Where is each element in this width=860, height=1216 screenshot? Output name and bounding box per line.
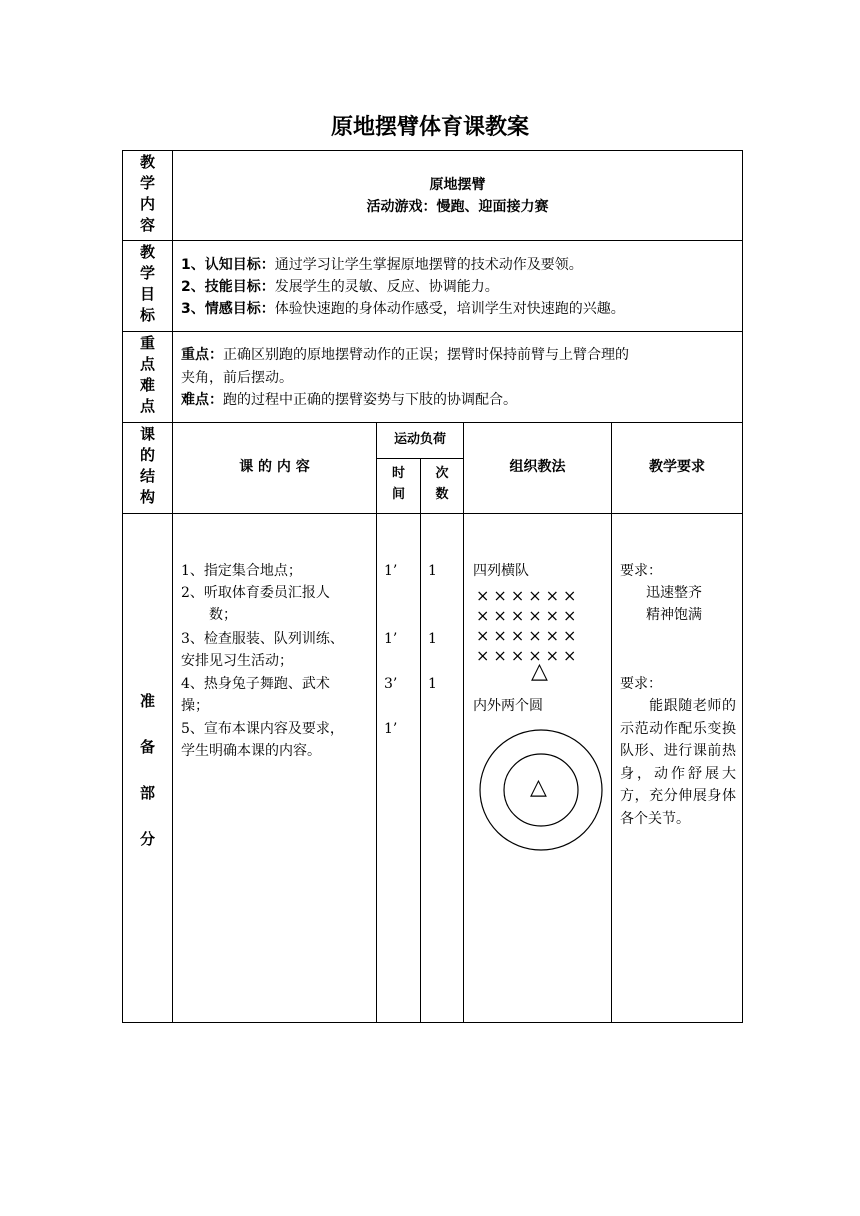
- content-label: 教 学 内 容: [139, 153, 155, 234]
- list-item: 操；: [181, 698, 209, 714]
- list-item: 2、听取体育委员汇报人: [181, 585, 330, 601]
- list-item: 5、宣布本课内容及要求，: [181, 721, 344, 737]
- key-point-text: 重点：正确区别跑的原地摆臂动作的正误；摆臂时保持前臂与上臂合理的: [181, 347, 629, 363]
- load-header: 运动负荷: [393, 432, 446, 447]
- teacher-triangle-icon: △: [530, 775, 547, 800]
- org-header: 组织教法: [509, 459, 566, 475]
- formation-title: 四列横队: [473, 563, 529, 579]
- lesson-activity: 活动游戏：慢跑、迎面接力赛: [366, 199, 549, 215]
- key-points-label: 重 点 难 点: [139, 334, 155, 415]
- formation-row: ××××××: [476, 586, 581, 605]
- formation-row: ××××××: [476, 626, 581, 645]
- list-item: 1、指定集合地点；: [181, 563, 302, 579]
- req-header: 教学要求: [649, 459, 705, 475]
- structure-label: 课 的 结 构: [139, 425, 155, 506]
- difficulty-text: 难点：跑的过程中正确的摆臂姿势与下肢的协调配合。: [181, 392, 517, 408]
- count-header: 次 数: [435, 466, 449, 502]
- req-title: 要求：: [620, 563, 662, 579]
- count-value: 1: [428, 563, 437, 579]
- prep-label: 准 备 部 分: [139, 692, 155, 848]
- formation-row: ××××××: [476, 646, 581, 665]
- list-item: 学生明确本课的内容。: [181, 743, 321, 759]
- req-line: 迅速整齐: [646, 585, 702, 601]
- circle-formation-title: 内外两个圆: [473, 698, 543, 714]
- page-title: 原地摆臂体育课教案: [330, 115, 529, 140]
- time-value: 1’: [384, 721, 398, 737]
- req-text: 能跟随老师的示范动作配乐变换队形、进行课前热身，动作舒展大方，充分伸展身体各个关节。: [620, 698, 736, 827]
- teacher-triangle-icon: △: [531, 659, 548, 684]
- formation-row: ××××××: [476, 606, 581, 625]
- req-line: 精神饱满: [646, 607, 702, 623]
- lesson-topic: 原地摆臂: [429, 177, 486, 193]
- time-value: 1’: [384, 631, 398, 647]
- goal-cognitive: 1、认知目标：通过学习让学生掌握原地摆臂的技术动作及要领。: [181, 257, 583, 273]
- list-item: 4、热身兔子舞跑、武术: [181, 676, 330, 692]
- time-header: 时 间: [391, 466, 405, 502]
- goals-label: 教 学 目 标: [139, 243, 155, 324]
- content-header: 课 的 内 容: [239, 459, 310, 475]
- goal-affective: 3、情感目标：体验快速跑的身体动作感受，培训学生对快速跑的兴趣。: [181, 301, 625, 317]
- time-value: 1’: [384, 563, 398, 579]
- count-value: 1: [428, 631, 437, 647]
- list-item: 数；: [181, 607, 237, 623]
- list-item: 安排见习生活动；: [181, 653, 293, 669]
- goal-skill: 2、技能目标：发展学生的灵敏、反应、协调能力。: [181, 279, 499, 295]
- req-title: 要求：: [620, 676, 662, 692]
- time-value: 3’: [384, 676, 398, 692]
- list-item: 3、检查服装、队列训练、: [181, 631, 344, 647]
- count-value: 1: [428, 676, 437, 692]
- key-point-text-cont: 夹角，前后摆动。: [181, 370, 293, 386]
